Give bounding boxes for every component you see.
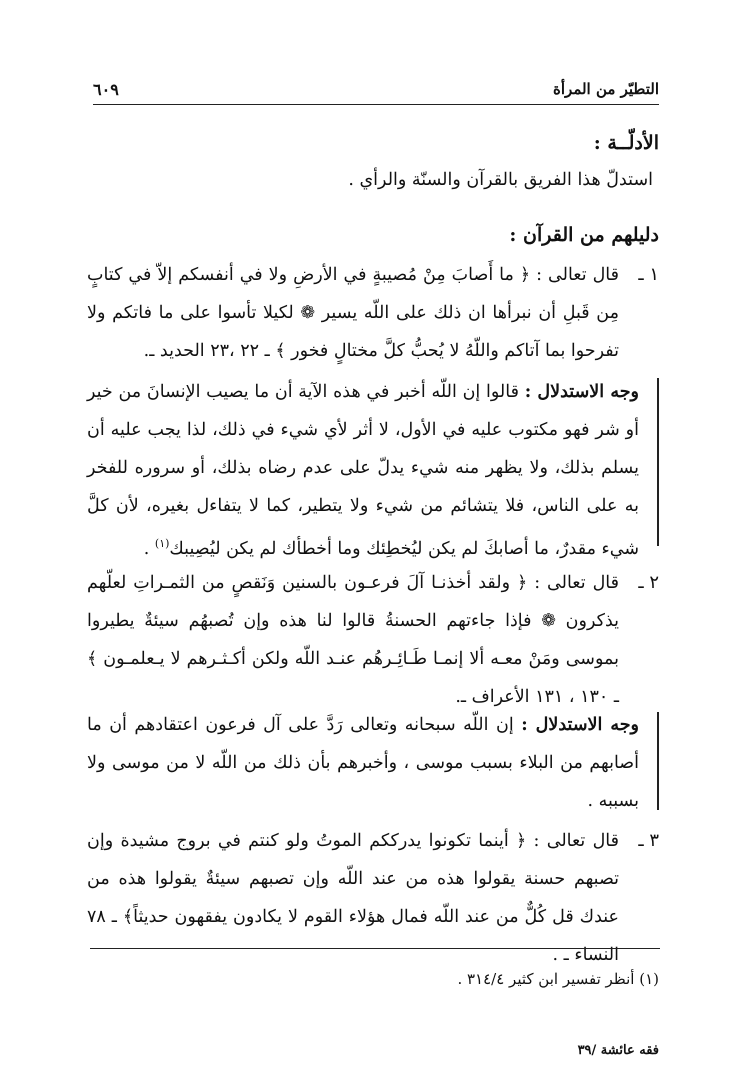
inference-text: إن اللّه سبحانه وتعالى رَدَّ على آل فرعون اعتقادهم أن ما أصابهم من البلاء بسبب موسى ، وأخبرهم بأن ذلك من اللّه لا من موسى ولا بسببه . — [87, 715, 639, 811]
item-number: ٢ ـ — [638, 572, 659, 593]
section-quran — [89, 224, 659, 246]
running-header — [93, 74, 659, 104]
footnote: (١) أنظر تفسير ابن كثير ٣١٤/٤ . — [457, 970, 659, 988]
evidence-item-3 — [87, 822, 659, 974]
section-heading-adilla: الأدلّــة : — [593, 132, 659, 154]
footnote-divider — [90, 948, 660, 949]
section-adilla — [89, 132, 659, 199]
evidence-item-1 — [87, 256, 659, 370]
item-text: قال تعالى : ﴿ ولقد أخذنـا آلَ فرعـون بالسنين وَنَقصٍ من الثمـراتِ لعلّهم يذكرون ❁ فإذا جاءتهم الحسنةُ قالوا لنا هذه وإن تُصبهُم سيئةٌ يطيروا بموسى ومَنْ معـه ألا إنمـا طَـائِـرهُم عنـد اللّه ولكن أكـثـرهم لا يـعلمـون ﴾ ـ ١٣٠ ، ١٣١ الأعراف ـ. — [87, 573, 619, 707]
section-heading-quran: دليلهم من القرآن : — [509, 224, 659, 246]
book-signature: فقه عائشة /٣٩ — [577, 1043, 659, 1058]
evidence-item-2 — [87, 564, 659, 716]
inference-tail: . — [143, 538, 155, 559]
item-text: قال تعالى : ﴿ ما أَصابَ مِنْ مُصيبةٍ في الأرضِ ولا في أنفسكم إلاّ في كتابٍ مِن قَبلِ أن نبرأها ان ذلك على اللّه يسير ❁ لكيلا تأسوا على ما فاتكم ولا تفرحوا بما آتاكم واللّهُ لا يُحبُّ كلَّ مختالٍ فخور ﴾ ـ ٢٢ ،٢٣ الحديد ـ. — [87, 265, 619, 361]
inference-label: وجه الاستدلال : — [521, 715, 640, 735]
adilla-intro: استدلّ هذا الفريق بالقرآن والسنّة والرأي . — [348, 170, 653, 190]
item-number: ٣ ـ — [638, 830, 659, 851]
inference-1 — [87, 373, 659, 568]
footnote-ref: (١) — [154, 537, 170, 550]
page-number: ٦٠٩ — [93, 80, 119, 99]
inference-2 — [87, 706, 659, 820]
inference-label: وجه الاستدلال : — [524, 382, 639, 402]
item-number: ١ ـ — [638, 264, 659, 285]
header-divider — [93, 104, 659, 105]
item-text: قال تعالى : ﴿ أينما تكونوا يدرككم الموتُ ولو كنتم في بروج مشيدة وإن تصبهم حسنة يقولوا هذه من عند اللّه وإن تصبهم سيئةٌ يقولوا هذه من عندك قل كُلٌّ من عند اللّه فمال هؤلاء القوم لا يكادون يفقهون حديثاً﴾ ـ ٧٨ النساء ـ . — [87, 831, 619, 965]
chapter-title: التطيّر من المرأة — [553, 80, 659, 98]
inference-text: قالوا إن اللّه أخبر في هذه الآية أن ما يصيب الإنسانَ من خير أو شر فهو مكتوب عليه في الأول، لا أثر لأي شيء في ذلك، لذا يجب عليه أن يسلم بذلك، ولا يظهر منه شيء يدلّ على عدم رضاه بذلك، أو سروره للفخر به على الناس، فلا يتشائم من شيء ولا يتطير، كما لا يتفاءل بغيره، لأن كلَّ شيء مقدرٌ، ما أصابكَ لم يكن ليُخطِئك وما أخطأك لم يكن ليُصِيبك — [87, 382, 639, 559]
